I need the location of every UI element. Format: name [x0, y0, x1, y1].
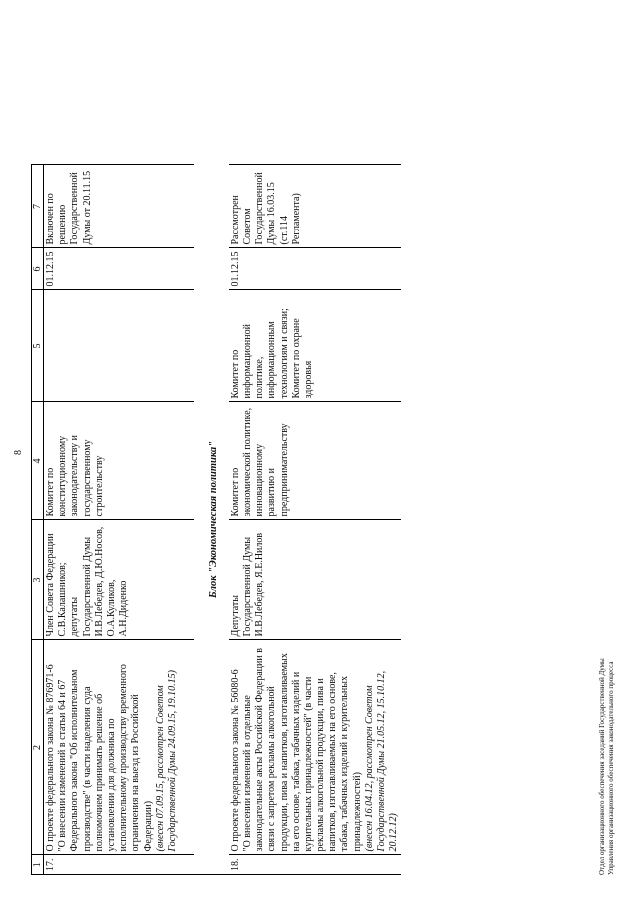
col-header-6: 6: [32, 248, 44, 290]
bill-authors: Депутаты Государственной Думы И.В.Лебедев, Я.Е.Нилов: [229, 520, 402, 640]
co-committees: [44, 290, 195, 402]
col-header-5: 5: [32, 290, 44, 402]
col-header-4: 4: [32, 402, 44, 520]
bill-history-note: (внесен 16.04.12, рассмотрен Советом Государственной Думы 21.05.12, 15.10.12, 20.12.12): [363, 670, 400, 852]
bill-text: "О внесении изменений в отдельные законодательные акты Российской Федерации в связи с запретом рекламы алкогольной продукции, пива и напитков, изготавливаемых на его основе, табака, табачных изделий и курительных принадлежностей" (в части рекламы алкогольной продукции, пива и напитков, изготавливаемых на его основе, табака, табачных изделий и курительных принадлежностей): [241, 648, 363, 852]
col-header-3: 3: [32, 520, 44, 640]
table-row: [229, 165, 402, 875]
bill-title: О проекте федерального закона № 876971-6: [45, 664, 56, 852]
consideration-date: 01.12.15: [44, 248, 195, 290]
row-number: 17.: [44, 855, 195, 875]
consideration-date: 01.12.15: [229, 248, 402, 290]
col-header-2: 2: [32, 640, 44, 855]
bill-status: Рассмотрен Советом Государственной Думы 16.03.15 (ст.114 Регламента): [229, 165, 402, 248]
col-header-7: 7: [32, 165, 44, 248]
table-row: [44, 165, 195, 875]
footer-line: Отдел организационного обеспечения заседаний Государственной Думы: [598, 658, 606, 875]
footer-line: Управления организационного обеспечения законодательного процесса: [606, 661, 615, 875]
responsible-committee: Комитет по экономической политике, инновационному развитию и предпринимательству: [229, 402, 402, 520]
block-title: Блок "Экономическая политика": [194, 165, 229, 875]
bill-text: "О внесении изменений в статьи 64 и 67 Федерального закона "Об исполнительном производстве" (в части наделения суда полномочием принимать решение об установлении для должника по исполнительному производству временного ограничения на выезд из Российской Федерации): [57, 664, 154, 852]
bill-title: О проекте федерального закона № 56080-6: [229, 669, 241, 852]
bill-description: [229, 640, 402, 855]
co-committees: Комитет по информационной политике, информационным технологиям и связи; Комитет по охране здоровья: [229, 290, 402, 402]
row-number: 18.: [229, 855, 402, 875]
page-number: 8: [13, 450, 24, 455]
col-header-1: 1: [32, 855, 44, 875]
bill-history-note: (внесен 07.09.15, рассмотрен Советом Государственной Думы 24.09.15, 19.10.15): [154, 670, 178, 852]
bill-status: Включен по решению Государственной Думы от 20.11.15: [44, 165, 195, 248]
bill-authors: Член Совета Федерации С.В.Калашников; депутаты Государственной Думы И.В.Лебедев, Д.Ю.Носов, О.А.Куликов, А.Н.Диденко: [44, 520, 195, 640]
header-row: [32, 165, 44, 875]
responsible-committee: Комитет по конституционному законодательству и государственному строительству: [44, 402, 195, 520]
section-block-row: [194, 165, 229, 875]
agenda-table: [31, 165, 401, 876]
bill-description: [44, 640, 195, 855]
footer: [598, 658, 616, 875]
